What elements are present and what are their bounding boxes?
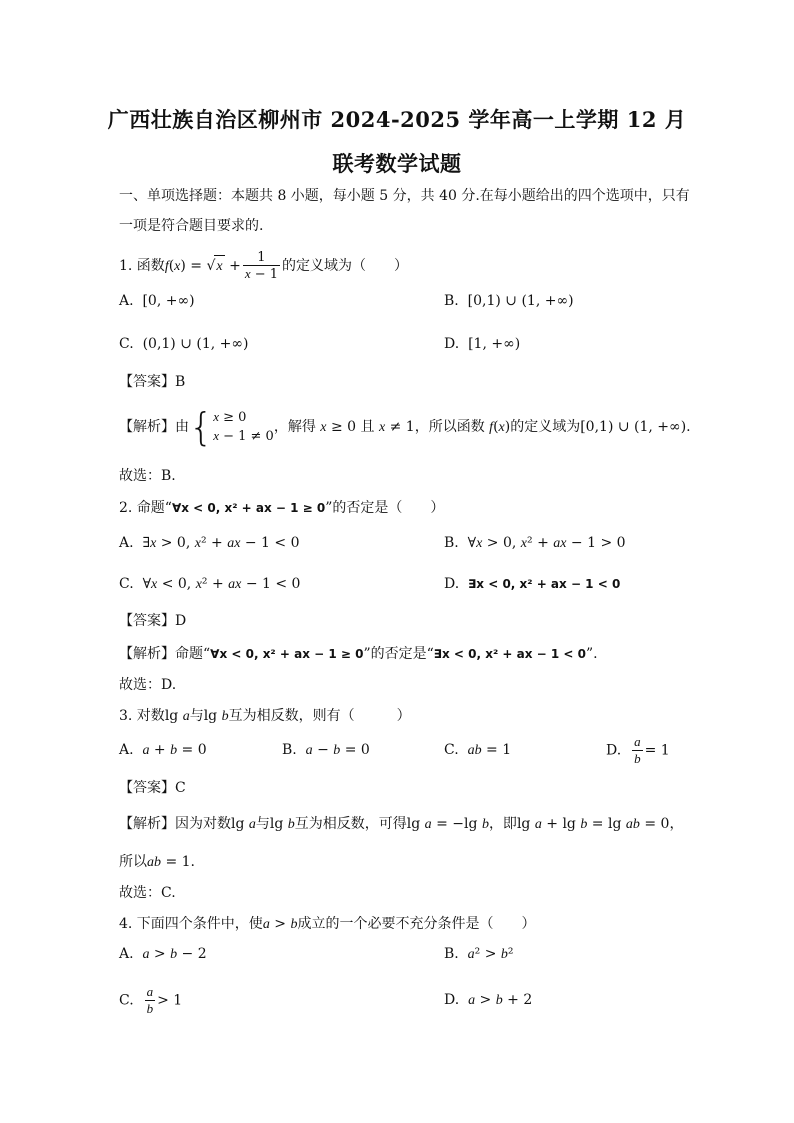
q3-option-c: C. ab = 1 [444,742,512,758]
q2-option-d: D. ∃x < 0, x² + ax − 1 < 0 [444,576,621,592]
q2-stem-math: ∀x < 0, x² + ax − 1 ≥ 0 [171,501,326,515]
q2-answer: 【答案】D [119,613,187,629]
q1-option-a: A. [0, +∞) [119,293,195,309]
q4-option-b: B. a² > b² [444,946,514,962]
q3-option-a: A. a + b = 0 [119,742,207,758]
q4-stem: 4. 下面四个条件中，使a > b成立的一个必要不充分条件是（ ） [119,916,536,932]
q1-stem: 1. 函数f(x) = √x + $\frac{1}{x - 1}$ 的定义域为（ ） [119,250,409,282]
section-heading-line-1: 一、单项选择题：本题共 8 小题，每小题 5 分，共 40 分.在每小题给出的四个选项中，只有 [119,188,690,204]
q4-option-d: D. a > b + 2 [444,992,533,1008]
q2-stem: 2. 命题“∀x < 0, x² + ax − 1 ≥ 0”的否定是（ ） [119,500,445,516]
q2-option-a: A. ∃x > 0, x² + ax − 1 < 0 [119,535,300,551]
q3-stem: 3. 对数lg a与lg b互为相反数，则有（ ） [119,708,411,724]
q1-prefix: 1. 函数 [119,258,165,274]
q3-analysis-line-1: 【解析】因为对数lg a与lg b互为相反数，可得lg a = −lg b，即lg a + lg b = lg ab = 0， [119,816,684,832]
q3-choice: 故选：C. [119,885,176,901]
title-line-1: 广西壮族自治区柳州市 2024-2025 学年高一上学期 12 月 [107,107,687,132]
q1-answer: 【答案】B [119,374,186,390]
q2-option-b: B. ∀x > 0, x² + ax − 1 > 0 [444,535,626,551]
q4-option-a: A. a > b − 2 [119,946,207,962]
q2-analysis: 【解析】命题“∀x < 0, x² + ax − 1 ≥ 0”的否定是“∃x < 0, x² + ax − 1 < 0”. [119,646,598,662]
q3-analysis-line-2: 所以ab = 1. [119,854,195,870]
title-line-2: 联考数学试题 [332,151,462,176]
q1-analysis: 【解析】由{x ≥ 0 x − 1 ≠ 0，解得 x ≥ 0 且 x ≠ 1，所以函数 f(x)的定义域为[0,1) ∪ (1, +∞). [119,405,691,449]
q1-suffix: 的定义域为（ ） [282,258,409,274]
q3-option-b: B. a − b = 0 [282,742,370,758]
q1-option-c: C. (0,1) ∪ (1, +∞) [119,336,249,352]
q1-choice: 故选：B. [119,468,176,484]
q4-option-c: C. $\frac{a}{b}$ > 1 [119,984,183,1016]
q2-choice: 故选：D. [119,677,177,693]
section-heading-line-2: 一项是符合题目要求的. [119,218,264,234]
q3-option-d: D. $\frac{a}{b}$ = 1 [606,734,670,766]
q2-option-c: C. ∀x < 0, x² + ax − 1 < 0 [119,576,301,592]
q1-fraction: $\frac{1}{x - 1}$ [244,250,279,282]
q1-brace-system: {x ≥ 0 x − 1 ≠ 0 [189,405,274,449]
q1-option-b: B. [0,1) ∪ (1, +∞) [444,293,574,309]
q1-option-d: D. [1, +∞) [444,336,521,352]
q3-answer: 【答案】C [119,780,186,796]
